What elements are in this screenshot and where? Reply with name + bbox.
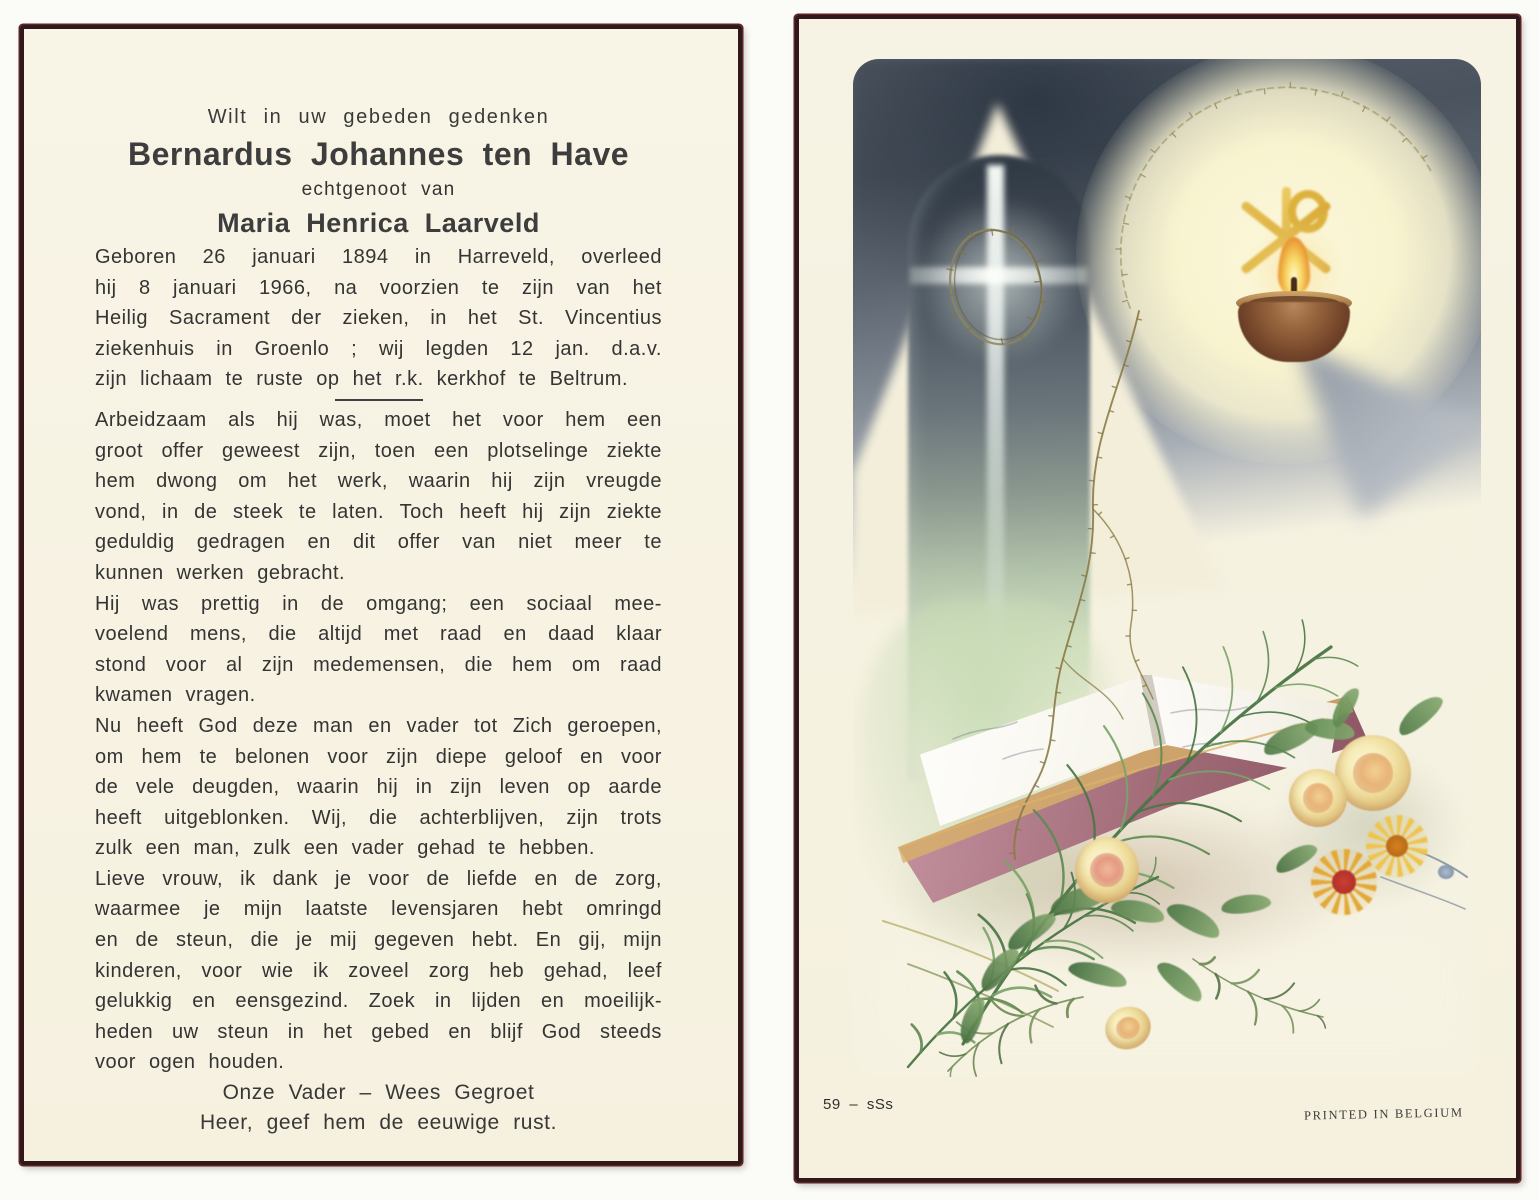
paragraph-faith — [95, 711, 662, 864]
memorial-card-image-page — [795, 15, 1520, 1182]
text-line: zijn lichaam te ruste op het r.k. kerkhof te Beltrum. — [95, 368, 629, 391]
text-line: ziekenhuis in Groenlo ; wij legden 12 jan. d.a.v. — [95, 337, 662, 360]
text-line: voelend mens, die altijd met raad en daad klaar — [95, 623, 662, 646]
relation-line: echtgenoot van — [301, 179, 456, 200]
text-line: de vele deugden, waarin hij in zijn leven op aarde — [95, 776, 662, 799]
text-line: voor ogen houden. — [95, 1051, 285, 1074]
text-line: om hem te belonen voor zijn diepe geloof en voor — [95, 745, 662, 768]
text-line: waarmee je mijn laatste levensjaren hebt omringd — [95, 898, 662, 921]
paragraph-work — [95, 405, 662, 589]
text-line: hem dwong om het werk, waarin hij zijn vreugde — [95, 470, 662, 493]
text-line: groot offer geweest zijn, toen een plotselinge ziekte — [95, 439, 662, 462]
text-line: kwamen vragen. — [95, 684, 256, 707]
printed-in-label: PRINTED IN BELGIUM — [1304, 1105, 1465, 1123]
text-line: Heilig Sacrament der zieken, in het St. Vincentius — [95, 307, 662, 330]
text-line: vond, in de steek te laten. Toch heeft hij zijn ziekte — [95, 500, 662, 523]
intro-line: Wilt in uw gebeden gedenken — [207, 106, 550, 128]
text-line: Lieve vrouw, ik dank je voor de liefde en de zorg, — [95, 867, 662, 890]
prayer-line: Heer, geef hem de eeuwige rust. — [199, 1111, 558, 1135]
rose-icon — [1075, 837, 1139, 903]
text-line: geduldig gedragen en dit offer van niet meer te — [95, 531, 662, 554]
memorial-text — [95, 29, 662, 1161]
section-divider — [95, 395, 662, 405]
text-line: en de steun, die je mij gegeven hebt. En gij, mijn — [95, 929, 662, 952]
prayer-line: Onze Vader – Wees Gegroet — [222, 1081, 535, 1105]
text-line: Nu heeft God deze man en vader tot Zich geroepen, — [95, 714, 662, 737]
closing-prayers — [95, 1078, 662, 1138]
text-line: zulk een man, zulk een vader gehad te hebben. — [95, 837, 595, 860]
daisy-icon — [1366, 815, 1428, 877]
memorial-card-text-page — [20, 25, 742, 1165]
vines-and-palm-overlay — [853, 59, 1481, 1077]
flower-bud-icon — [1438, 865, 1454, 879]
text-line: Hij was prettig in de omgang; een sociaal mee- — [95, 592, 662, 615]
deceased-name: Bernardus Johannes ten Have — [127, 136, 630, 172]
rose-icon — [1289, 769, 1347, 827]
paragraph-biography — [95, 242, 662, 395]
text-line: heden uw steun in het gebed en blijf God steeds — [95, 1020, 662, 1043]
daisy-icon — [1311, 849, 1377, 915]
text-line: hij 8 januari 1966, na voorzien te zijn van het — [95, 276, 662, 299]
text-line: Arbeidzaam als hij was, moet het voor hem een — [95, 408, 662, 431]
paragraph-character — [95, 589, 662, 711]
text-line: Geboren 26 januari 1894 in Harreveld, overleed — [95, 246, 662, 268]
paragraph-farewell — [95, 864, 662, 1078]
spouse-name: Maria Henrica Laarveld — [217, 208, 540, 238]
text-line: heeft uitgeblonken. Wij, die achterblijven, zijn trots — [95, 806, 662, 829]
text-line: stond voor al zijn medemensen, die hem om raad — [95, 653, 662, 676]
print-code: 59 – sSs — [823, 1096, 894, 1113]
text-line: gelukkig en eensgezind. Zoek in lijden en moeilijk- — [95, 990, 662, 1013]
text-line: kinderen, voor wie ik zoveel zorg heb gehad, leef — [95, 959, 662, 982]
text-line: kunnen werken gebracht. — [95, 561, 346, 584]
memorial-illustration — [853, 59, 1481, 1077]
